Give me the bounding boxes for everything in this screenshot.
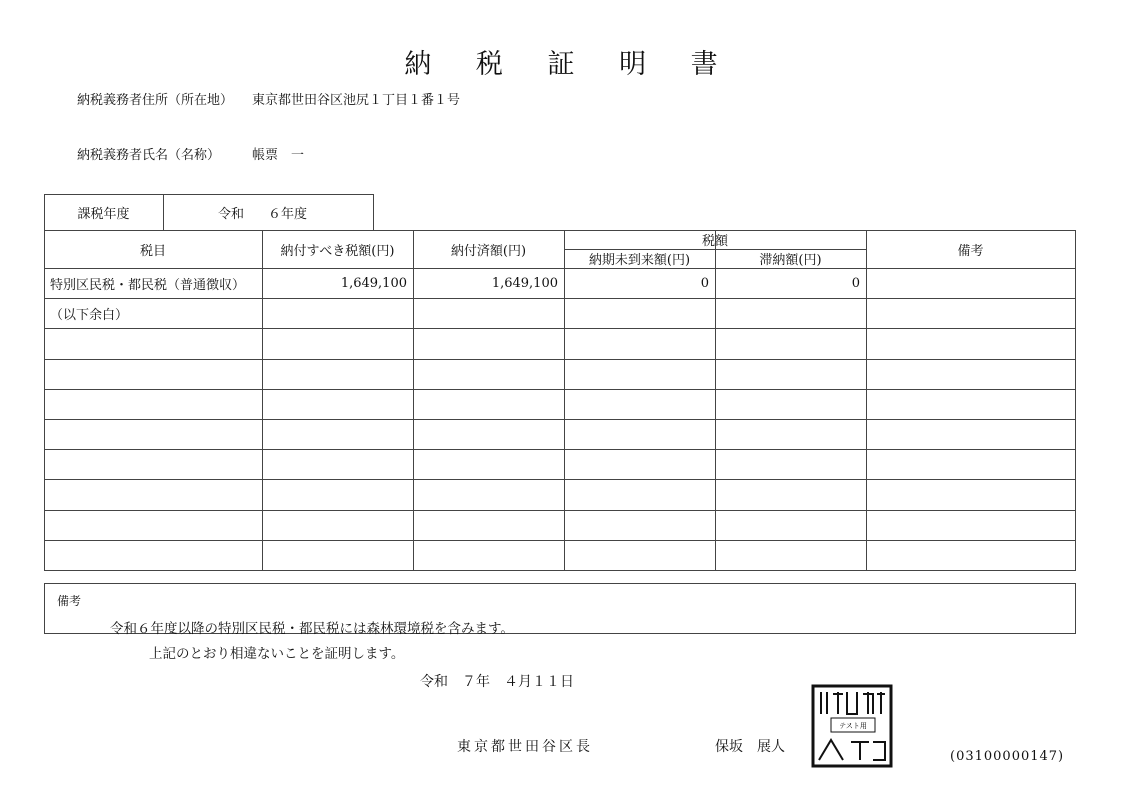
cell-remarks bbox=[872, 328, 1069, 358]
header-amount-paid: 納付済額(円) bbox=[450, 243, 527, 259]
cell-tax-item: （以下余白） bbox=[50, 307, 129, 323]
cell-amount-due bbox=[268, 449, 407, 479]
cell-remarks bbox=[872, 479, 1069, 509]
cell-remarks bbox=[872, 449, 1069, 479]
header-remarks: 備考 bbox=[957, 243, 984, 259]
document-number: (03100000147) bbox=[950, 749, 1065, 764]
cell-amount-paid bbox=[419, 419, 558, 449]
cell-amount-due bbox=[268, 419, 407, 449]
header-not-yet-due: 納期未到来額(円) bbox=[588, 253, 691, 268]
taxpayer-address: 東京都世田谷区池尻１丁目１番１号 bbox=[252, 93, 461, 108]
cell-delinquent bbox=[721, 419, 860, 449]
tax-year-era: 令和 bbox=[218, 206, 245, 222]
cell-remarks bbox=[872, 510, 1069, 540]
document-title: 納 税 証 明 書 bbox=[404, 49, 736, 80]
tax-year-label: 課税年度 bbox=[77, 206, 130, 222]
notes-label: 備考 bbox=[57, 594, 82, 608]
cell-tax-item bbox=[50, 479, 256, 509]
certification-statement: 上記のとおり相違ないことを証明します。 bbox=[149, 646, 405, 662]
tax-year-value: ６年度 bbox=[268, 206, 308, 222]
cell-amount-due: 1,649,100 bbox=[340, 275, 407, 291]
taxpayer-address-label: 納税義務者住所（所在地） bbox=[77, 93, 234, 108]
cell-amount-paid bbox=[419, 328, 558, 358]
cell-remarks bbox=[872, 419, 1069, 449]
cell-delinquent bbox=[721, 359, 860, 389]
issuer-name: 東京都世田谷区長 bbox=[457, 739, 593, 755]
header-delinquent: 滞納額(円) bbox=[759, 253, 822, 268]
cell-tax-item bbox=[50, 359, 256, 389]
stamp-text: テスト用 bbox=[839, 722, 867, 730]
cell-tax-item bbox=[50, 389, 256, 419]
cell-amount-paid bbox=[419, 298, 558, 328]
cell-amount-due bbox=[268, 479, 407, 509]
header-tax-item: 税目 bbox=[139, 243, 166, 259]
cell-delinquent bbox=[721, 298, 860, 328]
cell-not-yet-due bbox=[570, 419, 709, 449]
cell-not-yet-due bbox=[570, 298, 709, 328]
taxpayer-name-label: 納税義務者氏名（名称） bbox=[77, 148, 221, 163]
taxpayer-name: 帳票 一 bbox=[252, 148, 305, 163]
cell-amount-paid: 1,649,100 bbox=[491, 275, 558, 291]
cell-remarks bbox=[872, 298, 1069, 328]
cell-remarks bbox=[872, 540, 1069, 570]
certification-date: 令和 ７年 ４月１１日 bbox=[420, 674, 574, 690]
cell-amount-due bbox=[268, 328, 407, 358]
cell-delinquent: 0 bbox=[851, 275, 860, 291]
cell-remarks bbox=[872, 359, 1069, 389]
cell-delinquent bbox=[721, 449, 860, 479]
cell-tax-item bbox=[50, 510, 256, 540]
notes-text: 令和６年度以降の特別区民税・都民税には森林環境税を含みます。 bbox=[110, 621, 514, 637]
cell-tax-item bbox=[50, 449, 256, 479]
cell-remarks bbox=[872, 268, 1069, 298]
cell-amount-due bbox=[268, 510, 407, 540]
header-amount-due: 納付すべき税額(円) bbox=[280, 243, 395, 259]
cell-tax-item bbox=[50, 419, 256, 449]
cell-not-yet-due bbox=[570, 328, 709, 358]
cell-not-yet-due bbox=[570, 359, 709, 389]
cell-delinquent bbox=[721, 510, 860, 540]
cell-tax-item: 特別区民税・都民税（普通徴収） bbox=[50, 277, 246, 293]
cell-delinquent bbox=[721, 389, 860, 419]
cell-remarks bbox=[872, 389, 1069, 419]
cell-delinquent bbox=[721, 328, 860, 358]
header-tax-group: 税額 bbox=[701, 234, 728, 249]
cell-amount-due bbox=[268, 359, 407, 389]
cell-tax-item bbox=[50, 540, 256, 570]
cell-not-yet-due bbox=[570, 479, 709, 509]
official-name: 保坂 展人 bbox=[715, 739, 785, 755]
cell-delinquent bbox=[721, 479, 860, 509]
cell-not-yet-due: 0 bbox=[700, 275, 709, 291]
cell-not-yet-due bbox=[570, 510, 709, 540]
cell-not-yet-due bbox=[570, 389, 709, 419]
cell-amount-paid bbox=[419, 389, 558, 419]
cell-amount-paid bbox=[419, 479, 558, 509]
cell-amount-paid bbox=[419, 540, 558, 570]
cell-amount-due bbox=[268, 540, 407, 570]
cell-amount-paid bbox=[419, 510, 558, 540]
official-seal-stamp bbox=[811, 684, 893, 768]
cell-tax-item bbox=[50, 328, 256, 358]
cell-amount-paid bbox=[419, 449, 558, 479]
cell-amount-paid bbox=[419, 359, 558, 389]
cell-delinquent bbox=[721, 540, 860, 570]
cell-amount-due bbox=[268, 389, 407, 419]
cell-amount-due bbox=[268, 298, 407, 328]
cell-not-yet-due bbox=[570, 540, 709, 570]
cell-not-yet-due bbox=[570, 449, 709, 479]
seal-icon bbox=[811, 684, 893, 768]
